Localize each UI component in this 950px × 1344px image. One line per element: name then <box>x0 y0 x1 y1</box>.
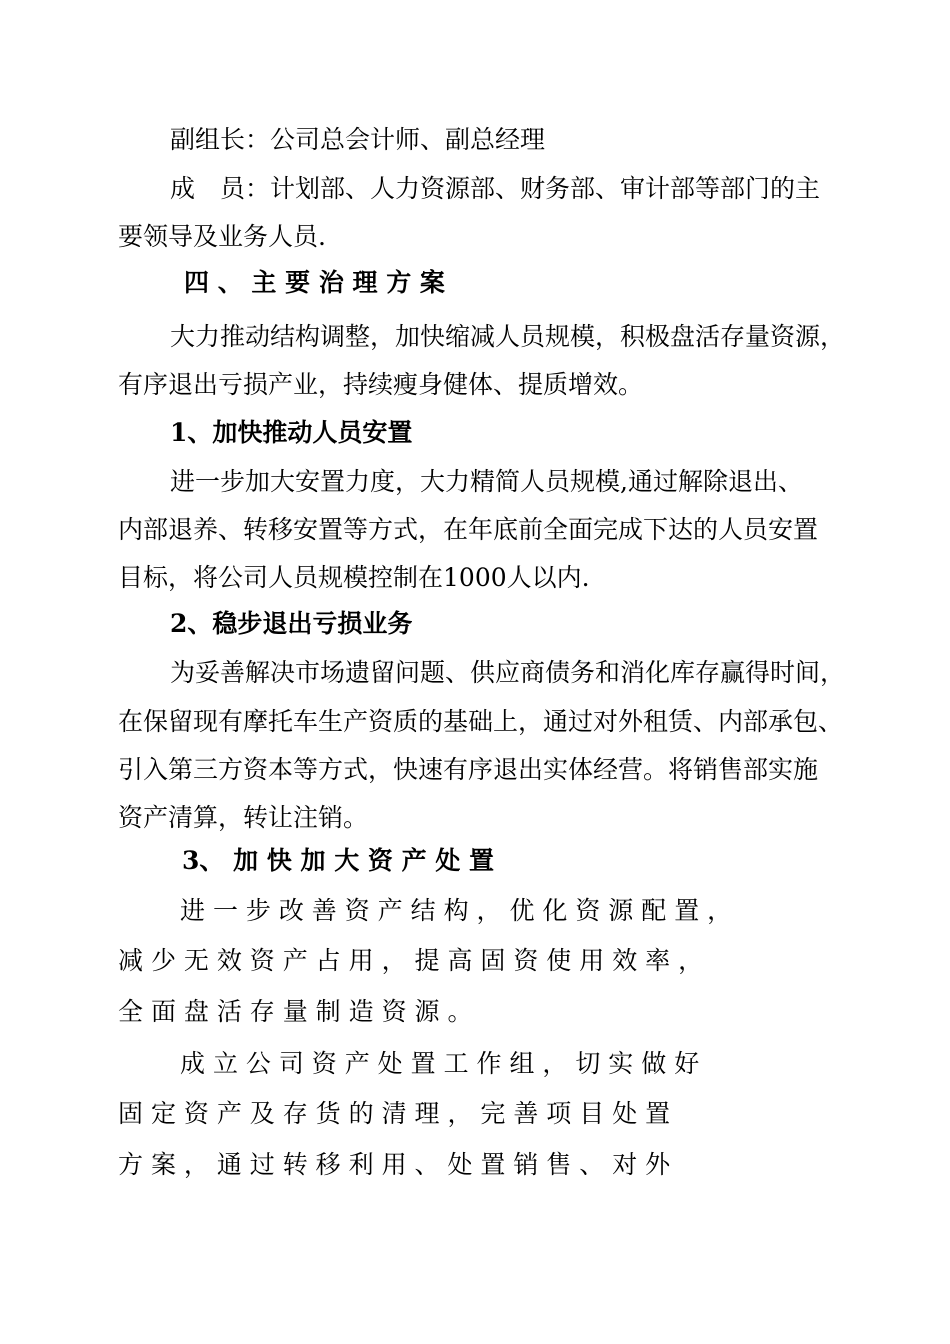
paragraph-line: 进一步加大安置力度，大力精简人员规模,通过解除退出、 <box>170 467 803 496</box>
paragraph-line: 成 立 公 司 资 产 处 置 工 作 组 ， 切 实 做 好 <box>180 1049 700 1078</box>
paragraph-line: 在保留现有摩托车生产资质的基础上，通过对外租赁、内部承包、 <box>118 707 844 736</box>
paragraph-line: 资产清算，转让注销。 <box>118 803 369 832</box>
paragraph-line: 大力推动结构调整，加快缩减人员规模，积极盘活存量资源， <box>170 322 846 351</box>
subsection-heading-2: 2、稳步退出亏损业务 <box>170 609 413 638</box>
paragraph-line: 全 面 盘 活 存 量 制 造 资 源 。 <box>118 997 473 1026</box>
paragraph-line: 进 一 步 改 善 资 产 结 构 ， 优 化 资 源 配 置 ， <box>180 896 733 925</box>
paragraph-line-members: 成 员：计划部、人力资源部、财务部、审计部等部门的主 <box>170 174 821 203</box>
paragraph-line: 有序退出亏损产业，持续瘦身健体、提质增效。 <box>118 370 644 399</box>
section-heading-4: 四 、 主 要 治 理 方 案 <box>184 268 445 297</box>
paragraph-line: 引入第三方资本等方式，快速有序退出实体经营。将销售部实施 <box>118 755 819 784</box>
paragraph-line-members-cont: 要领导及业务人员. <box>118 222 326 251</box>
subsection-heading-3: 3、 加 快 加 大 资 产 处 置 <box>182 846 495 875</box>
paragraph-line: 方 案 ， 通 过 转 移 利 用 、 处 置 销 售 、 对 外 <box>118 1150 671 1179</box>
paragraph-line: 目标，将公司人员规模控制在1000人以内. <box>118 563 590 592</box>
subsection-heading-1: 1、加快推动人员安置 <box>170 418 413 447</box>
paragraph-line: 减 少 无 效 资 产 占 用 ， 提 高 固 资 使 用 效 率 ， <box>118 946 704 975</box>
paragraph-line: 内部退养、转移安置等方式，在年底前全面完成下达的人员安置 <box>118 515 819 544</box>
paragraph-line: 为妥善解决市场遗留问题、供应商债务和消化库存赢得时间， <box>170 658 846 687</box>
paragraph-line-deputy-leader: 副组长：公司总会计师、副总经理 <box>170 125 546 154</box>
paragraph-line: 固 定 资 产 及 存 货 的 清 理 ， 完 善 项 目 处 置 <box>118 1099 671 1128</box>
